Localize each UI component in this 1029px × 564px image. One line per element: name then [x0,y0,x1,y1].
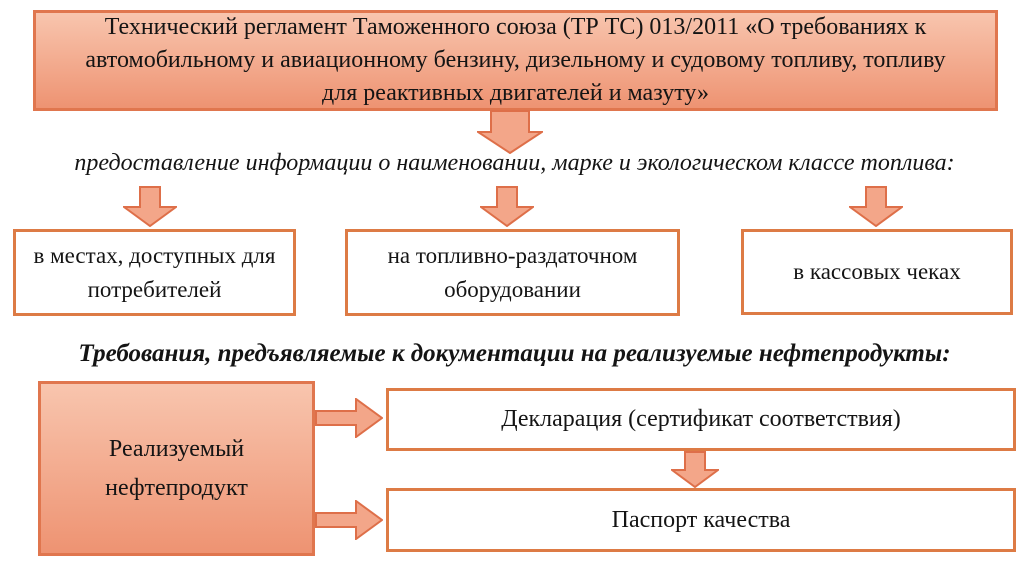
doc-box-text: Паспорт качества [611,506,791,533]
docs-requirements-heading: Требования, предъявляемые к документации на реализуемые нефтепродукты: [78,340,951,367]
info-box-text: в кассовых чеках [793,259,961,285]
info-box-text: в местах, доступных для потребителей [33,243,276,302]
doc-box-quality-passport [386,488,1016,552]
regulation-title-box [33,10,998,111]
right-arrow-icon [315,398,383,438]
down-arrow-icon [671,451,719,488]
down-arrow-icon [477,110,543,154]
info-box-consumer-places [13,229,296,316]
doc-box-declaration [386,388,1016,451]
down-arrow-icon [849,186,903,227]
info-box-fuel-dispensing [345,229,680,316]
right-arrow-icon [315,500,383,540]
info-caption: предоставление информации о наименовании, марке и экологическом классе топлива: [74,150,955,176]
info-box-text: на топливно-раздаточном оборудовании [387,243,638,302]
source-box-petroleum-product [38,381,315,556]
doc-box-text: Декларация (сертификат соответствия) [501,406,901,433]
down-arrow-icon [480,186,534,227]
down-arrow-icon [123,186,177,227]
source-box-text: Реализуемый нефтепродукт [105,436,248,501]
regulation-title-text: Технический регламент Таможенного союза (ТР ТС) 013/2011 «О требованиях к автомобильному и авиационному бензину, дизельному и судовому топливу, топливу для реактивных двигателей и мазуту» [85,13,946,107]
info-box-cash-receipts [741,229,1013,315]
